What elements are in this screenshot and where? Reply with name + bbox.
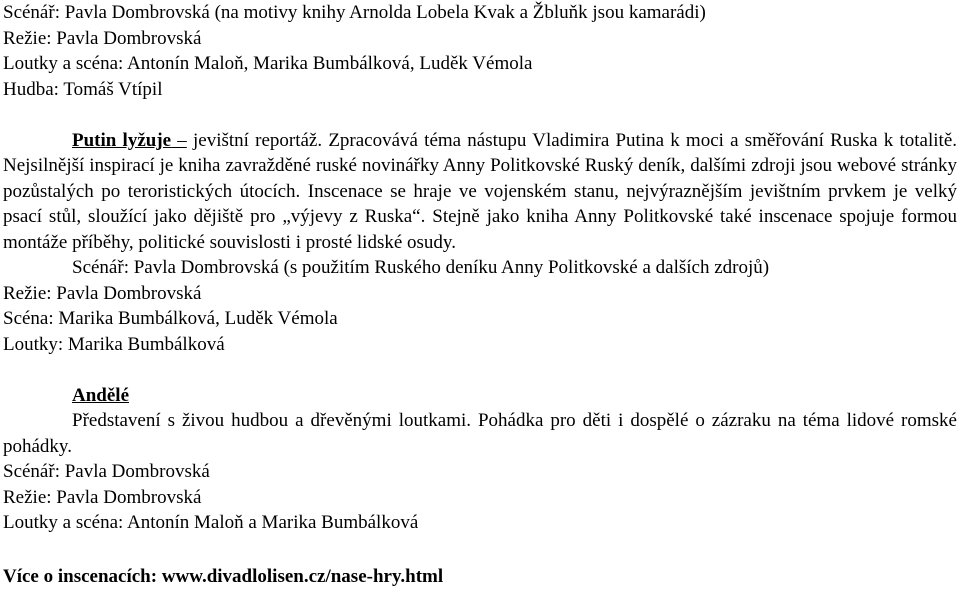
kvak-direction-credit: Režie: Pavla Dombrovská	[3, 27, 202, 49]
document-page	[3, 0, 957, 589]
putin-title-dash: –	[171, 129, 187, 151]
putin-script-credit: Scénář: Pavla Dombrovská (s použitím Ruského deníku Anny Politkovské a dalších zdrojů)	[72, 257, 770, 278]
andele-direction-credit: Režie: Pavla Dombrovská	[3, 486, 202, 508]
putin-puppets-credit: Loutky: Marika Bumbálková	[3, 333, 225, 355]
putin-direction-credit: Režie: Pavla Dombrovská	[3, 282, 202, 304]
andele-script-credit: Scénář: Pavla Dombrovská	[3, 461, 210, 482]
putin-title: Putin lyžuje	[72, 129, 172, 151]
kvak-credits	[3, 0, 957, 102]
kvak-script-credit: Scénář: Pavla Dombrovská (na motivy knihy Arnolda Lobela Kvak a Žbluňk jsou kamarádi)	[3, 2, 706, 23]
andele-puppets-credit: Loutky a scéna: Antonín Maloň a Marika Bumbálková	[3, 512, 419, 533]
more-info-link-text: Více o inscenacích: www.divadlolisen.cz/nase-hry.html	[3, 565, 444, 587]
andele-title: Andělé	[72, 384, 129, 406]
footer-section	[3, 536, 957, 590]
kvak-music-credit: Hudba: Tomáš Vtípil	[3, 78, 163, 100]
andele-description: Představení s živou hudbou a dřevěnými loutkami. Pohádka pro děti i dospělé o zázraku na téma lidové romské pohádky.	[3, 410, 957, 457]
putin-paragraph	[3, 128, 957, 256]
putin-description: jevištní reportáž. Zpracovává téma nástupu Vladimira Putina k moci a směřování Ruska k totalitě. Nejsilnější inspirací je kniha zavražděné ruské novinářky Anny Politkovské Ruský deník, dalšími zdroji jsou webové stránky pozůstalých po teroristických útocích. Inscenace se hraje ve vojenském stanu, nejvýraznějším jevištním prvkem je velký psací stůl, sloužící jako dějiště pro „výjevy z Ruska“. Stejně jako kniha Anny Politkovské také inscenace spojuje formou montáže příběhy, politické souvislosti i prosté lidské osudy.	[3, 129, 958, 253]
putin-section	[3, 102, 957, 357]
putin-scene-credit: Scéna: Marika Bumbálková, Luděk Vémola	[3, 308, 338, 329]
andele-section	[3, 357, 957, 536]
kvak-puppets-credit: Loutky a scéna: Antonín Maloň, Marika Bumbálková, Luděk Vémola	[3, 53, 533, 74]
